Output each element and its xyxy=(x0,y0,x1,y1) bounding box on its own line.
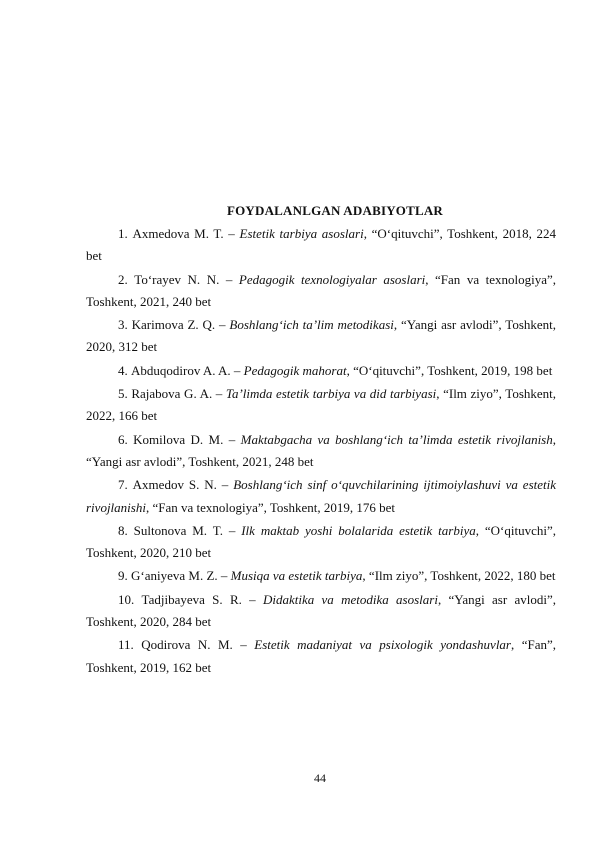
reference-number: 6. xyxy=(118,431,128,447)
reference-item xyxy=(86,314,556,359)
reference-number: 2. xyxy=(118,271,128,287)
reference-author: Karimova Z. Q. – xyxy=(131,317,230,333)
reference-author: Axmedova M. T. – xyxy=(132,226,240,241)
reference-list xyxy=(86,223,556,680)
reference-item xyxy=(86,565,556,587)
reference-item xyxy=(86,634,556,679)
reference-title: Didaktika va metodika asoslari xyxy=(262,591,438,607)
reference-publisher: , “Yangi asr avlodi”, Toshkent, 2021, 248 bet xyxy=(86,431,556,469)
reference-publisher: , “Ilm ziyo”, Toshkent, 2022, 166 bet xyxy=(86,386,557,424)
reference-author: To‘rayev N. N. – xyxy=(134,271,239,287)
reference-item xyxy=(86,520,556,565)
reference-number: 5. xyxy=(118,386,128,402)
reference-author: Axmedov S. N. – xyxy=(132,477,234,493)
reference-number: 1. xyxy=(118,226,128,241)
reference-publisher: , “Ilm ziyo”, Toshkent, 2022, 180 bet xyxy=(362,568,556,584)
reference-publisher: , “Fan va texnologiya”, Toshkent, 2019, 176 bet xyxy=(145,499,396,515)
reference-item xyxy=(86,269,556,314)
reference-item xyxy=(86,360,556,382)
reference-item xyxy=(86,383,556,428)
reference-title: Estetik madaniyat va psixologik yondashuvlar xyxy=(254,637,511,653)
reference-title: Pedagogik mahorat xyxy=(243,362,347,378)
reference-publisher: , “O‘qituvchi”, Toshkent, 2020, 210 bet xyxy=(86,522,556,561)
reference-author: Qodirova N. M. – xyxy=(141,637,255,653)
reference-author: Komilova D. M. – xyxy=(133,431,241,447)
reference-number: 7. xyxy=(118,477,128,493)
reference-title: Pedagogik texnologiyalar asoslari xyxy=(238,271,426,287)
reference-title: Ilk maktab yoshi bolalarida estetik tarbiya xyxy=(241,522,476,538)
reference-item xyxy=(86,223,556,268)
reference-number: 3. xyxy=(118,317,128,333)
reference-author: Tadjibayeva S. R. – xyxy=(141,591,263,607)
reference-publisher: , “Fan”, Toshkent, 2019, 162 bet xyxy=(86,637,557,675)
reference-number: 11. xyxy=(118,637,134,653)
reference-title: Estetik tarbiya asoslari xyxy=(239,226,364,241)
page-number: 44 xyxy=(314,771,326,785)
reference-title: Maktabgacha va boshlang‘ich ta’limda estetik rivojlanish xyxy=(240,431,553,447)
reference-number: 4. xyxy=(118,362,128,378)
reference-title: Boshlang‘ich ta’lim metodikasi xyxy=(229,317,394,333)
reference-author: G‘aniyeva M. Z. – xyxy=(131,568,231,584)
section-heading: FOYDALANLGAN ADABIYOTLAR xyxy=(226,203,444,218)
reference-number: 9. xyxy=(118,568,128,584)
reference-author: Sultonova M. T. – xyxy=(133,522,242,538)
reference-item xyxy=(86,474,556,519)
reference-item xyxy=(86,589,556,634)
reference-publisher: , “O‘qituvchi”, Toshkent, 2018, 224 bet xyxy=(86,226,556,264)
reference-publisher: , “Yangi asr avlodi”, Toshkent, 2020, 312 bet xyxy=(86,317,557,355)
reference-item xyxy=(86,429,556,474)
reference-title: Ta’limda estetik tarbiya va did tarbiyasi xyxy=(225,386,437,402)
reference-number: 8. xyxy=(118,522,128,538)
reference-number: 10. xyxy=(118,591,135,607)
reference-publisher: , “Yangi asr avlodi”, Toshkent, 2020, 284 bet xyxy=(86,591,556,630)
reference-author: Rajabova G. A. – xyxy=(131,386,226,402)
reference-title: Boshlang‘ich sinf o‘quvchilarining ijtimoiylashuvi va estetik rivojlanishi xyxy=(86,477,557,515)
reference-author: Abduqodirov A. A. – xyxy=(131,362,244,378)
reference-publisher: , “O‘qituvchi”, Toshkent, 2019, 198 bet xyxy=(346,362,553,378)
reference-title: Musiqa va estetik tarbiya xyxy=(230,568,363,584)
reference-publisher: , “Fan va texnologiya”, Toshkent, 2021, 240 bet xyxy=(86,271,557,309)
